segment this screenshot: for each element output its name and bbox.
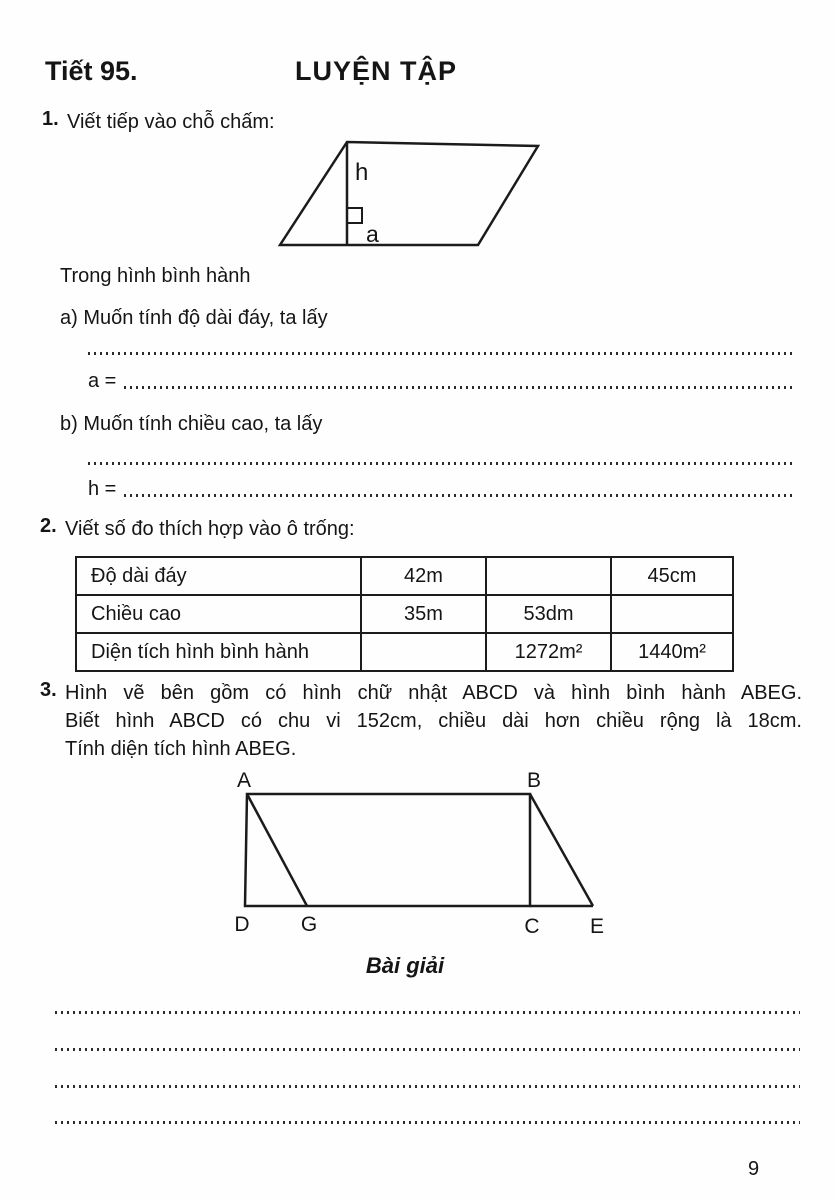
vertex-label-C: C xyxy=(524,915,540,938)
answer-a-row xyxy=(88,370,792,393)
table-cell: 1272m² xyxy=(486,633,611,671)
vertex-label-G: G xyxy=(300,913,318,936)
a-equals-label: a = xyxy=(88,370,117,392)
answer-blank-line xyxy=(55,1048,800,1051)
rectangle-parallelogram-figure xyxy=(200,763,620,943)
base-label: a xyxy=(366,221,379,247)
answer-blank-line xyxy=(55,1121,800,1124)
table-cell-blank xyxy=(361,633,486,671)
answer-blank-line xyxy=(124,386,792,389)
measurements-table xyxy=(75,556,734,672)
table-cell: 35m xyxy=(361,595,486,633)
problem3-text-line: Hình vẽ bên gồm có hình chữ nhật ABCD và hình bình hành ABEG. xyxy=(65,682,802,704)
vertex-label-B: B xyxy=(526,769,542,792)
parallelogram-figure xyxy=(258,130,558,260)
answer-blank-line xyxy=(88,352,795,355)
row-header-height: Chiều cao xyxy=(76,595,361,633)
table-cell: 1440m² xyxy=(611,633,733,671)
problem3-number: 3. xyxy=(40,679,57,701)
right-angle-mark xyxy=(347,208,362,223)
vertex-label-A: A xyxy=(236,769,252,792)
problem1-number: 1. xyxy=(42,108,59,130)
table-cell-blank xyxy=(611,595,733,633)
table-cell: 45cm xyxy=(611,557,733,595)
h-equals-label: h = xyxy=(88,478,117,500)
answer-blank-line xyxy=(88,462,795,465)
solution-heading: Bài giải xyxy=(365,953,445,978)
table-row xyxy=(76,633,733,671)
answer-h-row xyxy=(88,478,792,501)
problem3-text-line: Biết hình ABCD có chu vi 152cm, chiều dài hơn chiều rộng là 18cm. xyxy=(65,710,802,732)
problem2-number: 2. xyxy=(40,515,57,537)
page-number: 9 xyxy=(748,1158,760,1180)
problem1-prompt: Viết tiếp vào chỗ chấm: xyxy=(67,111,275,133)
parallelogram-outline xyxy=(280,142,538,245)
vertex-label-E: E xyxy=(589,915,605,938)
table-cell-blank xyxy=(486,557,611,595)
vertex-label-D: D xyxy=(234,913,250,936)
answer-blank-line xyxy=(55,1011,800,1014)
answer-blank-line xyxy=(124,494,792,497)
table-row xyxy=(76,557,733,595)
height-label: h xyxy=(355,159,369,186)
table-cell: 53dm xyxy=(486,595,611,633)
problem3-text-line: Tính diện tích hình ABEG. xyxy=(65,738,297,760)
page-title: LUYỆN TẬP xyxy=(295,56,458,86)
segment-BE xyxy=(530,794,593,906)
answer-blank-line xyxy=(55,1085,800,1088)
problem1-intro: Trong hình bình hành xyxy=(60,265,251,287)
rectangle-ABCD xyxy=(245,794,530,906)
table-row xyxy=(76,595,733,633)
table-cell: 42m xyxy=(361,557,486,595)
row-header-base: Độ dài đáy xyxy=(76,557,361,595)
problem1-part-a: a) Muốn tính độ dài đáy, ta lấy xyxy=(60,307,328,329)
row-header-area: Diện tích hình bình hành xyxy=(76,633,361,671)
lesson-label: Tiết 95. xyxy=(45,56,138,86)
problem2-prompt: Viết số đo thích hợp vào ô trống: xyxy=(65,518,355,540)
segment-AG xyxy=(247,794,307,906)
problem1-part-b: b) Muốn tính chiều cao, ta lấy xyxy=(60,413,323,435)
